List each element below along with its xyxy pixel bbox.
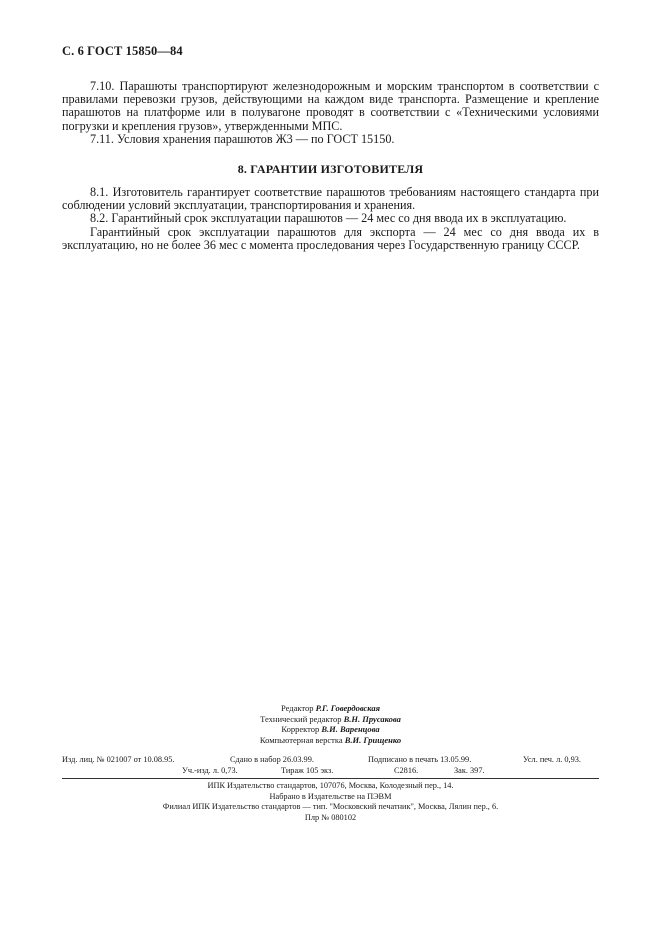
credits-block [62, 703, 599, 745]
imprint-code: С2816. [394, 766, 419, 775]
credit-role: Редактор [280, 703, 314, 713]
credit-role: Компьютерная верстка [259, 734, 343, 745]
imprint-block [62, 754, 599, 776]
section-7-body [62, 80, 599, 146]
page-header: С. 6 ГОСТ 15850—84 [62, 44, 183, 58]
credit-role: Корректор [281, 724, 320, 734]
paragraph-7-11: 7.11. Условия хранения парашютов Ж3 — по ГОСТ 15150. [90, 131, 395, 146]
imprint-signed: Подписано в печать 13.05.99. [368, 755, 472, 764]
paragraph-7-10: 7.10. Парашюты транспортируют железнодорожным и морским транспортом в соответствии с правилами перевозки грузов, действующими на каждом виде транспорта. Размещение и крепление парашютов на платформе или в полувагоне проводят в соответствии с «Техническими условиями погрузки и крепления грузов», утвержденными МПС. [62, 79, 599, 133]
credit-role: Технический редактор [260, 713, 342, 724]
publisher-line: ИПК Издательство стандартов, 107076, Москва, Колодезный пер., 14. [207, 781, 454, 790]
publisher-block [62, 781, 599, 823]
publisher-line: Набрано в Издательстве на ПЭВМ [269, 791, 392, 801]
publisher-line: Филиал ИПК Издательство стандартов — тип. "Московский печатник", Москва, Лялин пер., 6. [162, 802, 499, 811]
section-8-title: 8. ГАРАНТИИ ИЗГОТОВИТЕЛЯ [237, 162, 424, 176]
credit-name: В.И. Варенцова [321, 724, 380, 734]
publisher-line: Плр № 080102 [304, 812, 357, 822]
imprint-order: Зак. 397. [454, 766, 485, 775]
imprint-submitted: Сдано в набор 26.03.99. [230, 755, 314, 764]
imprint-license: Изд. лиц. № 021007 от 10.08.95. [62, 755, 175, 764]
credit-name: Р.Г. Говердовская [315, 703, 381, 713]
imprint-print-sheets: Усл. печ. л. 0,93. [523, 755, 581, 764]
credit-editor [62, 703, 599, 714]
imprint-divider [62, 778, 599, 779]
paragraph-8-2: 8.2. Гарантийный срок эксплуатации парашютов — 24 мес со дня ввода их в эксплуатацию. [90, 211, 567, 226]
credit-proofreader [62, 724, 599, 735]
credit-name: В.И. Грищенко [344, 734, 402, 745]
imprint-circulation: Тираж 105 экз. [281, 766, 334, 775]
imprint-pub-sheets: Уч.-изд. л. 0,73. [182, 766, 238, 775]
credit-name: В.Н. Прусакова [343, 713, 401, 724]
paragraph-8-2-export: Гарантийный срок эксплуатации парашютов для экспорта — 24 мес со дня ввода их в эксплуатацию, но не более 36 мес с момента проследования через Государственную границу СССР. [62, 224, 599, 252]
imprint-line-2 [62, 765, 599, 776]
imprint-line-1 [62, 754, 599, 765]
credit-layout [62, 735, 599, 746]
section-8-body [62, 186, 599, 252]
credit-tech-editor [62, 714, 599, 725]
paragraph-8-1: 8.1. Изготовитель гарантирует соответствие парашютов требованиям настоящего стандарта при соблюдении условий эксплуатации, транспортирования и хранения. [62, 185, 599, 213]
